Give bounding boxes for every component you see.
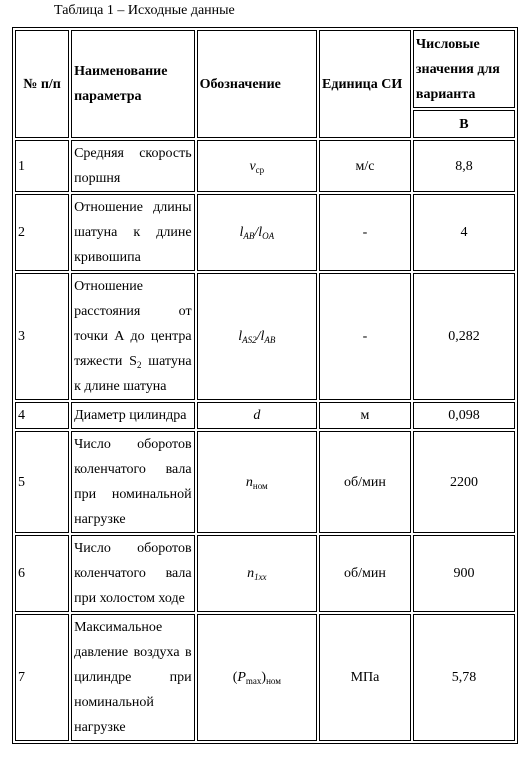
row-num: 4 <box>15 402 69 429</box>
row-num: 7 <box>15 614 69 741</box>
row-unit: - <box>319 273 411 400</box>
row-symbol: $n_{1хх}$ <box>197 535 317 612</box>
table-row <box>15 431 515 533</box>
table-caption: Таблица 1 – Исходные данные <box>54 3 235 18</box>
row-symbol: $(P_{max})_{ном}$ <box>197 614 317 741</box>
row-symbol: $l_{AB}/l_{OA}$ <box>197 194 317 271</box>
row-num: 6 <box>15 535 69 612</box>
row-value: 900 <box>413 535 515 612</box>
table-row <box>15 140 515 192</box>
row-symbol: d <box>197 402 317 429</box>
row-value: 0,098 <box>413 402 515 429</box>
row-value: 8,8 <box>413 140 515 192</box>
header-unit: Единица СИ <box>319 30 411 138</box>
row-unit: об/мин <box>319 535 411 612</box>
header-values: Числовые значения для варианта <box>413 30 515 108</box>
data-table <box>12 27 518 744</box>
table-row <box>15 535 515 612</box>
row-name: Максимальное давление воздуха в цилиндре при номинальной нагрузке <box>71 614 195 741</box>
row-name: Отношение длины шатуна к длине кривошипа <box>71 194 195 271</box>
row-name: Отношение расстояния от точки А до центра тяжести $S_2$ шатуна к длине шатуна <box>71 273 195 400</box>
row-value: 0,282 <box>413 273 515 400</box>
row-unit: - <box>319 194 411 271</box>
table-row <box>15 194 515 271</box>
row-num: 1 <box>15 140 69 192</box>
header-symbol: Обозначение <box>197 30 317 138</box>
row-unit: МПа <box>319 614 411 741</box>
table-row <box>15 402 515 429</box>
row-unit: об/мин <box>319 431 411 533</box>
header-variant: В <box>413 110 515 138</box>
table-row <box>15 273 515 400</box>
row-value: 5,78 <box>413 614 515 741</box>
header-name: Наименование параметра <box>71 30 195 138</box>
row-symbol: $v_{ср}$ <box>197 140 317 192</box>
row-name: Средняя скорость поршня <box>71 140 195 192</box>
table-row <box>15 614 515 741</box>
row-name: Число оборотов коленчатого вала при холостом ходе <box>71 535 195 612</box>
row-symbol: $l_{AS2}/l_{AB}$ <box>197 273 317 400</box>
row-unit: м <box>319 402 411 429</box>
header-row <box>15 30 515 108</box>
header-num: № п/п <box>15 30 69 138</box>
row-name: Диаметр цилиндра <box>71 402 195 429</box>
row-value: 4 <box>413 194 515 271</box>
row-unit: м/с <box>319 140 411 192</box>
row-symbol: $n_{ном}$ <box>197 431 317 533</box>
row-value: 2200 <box>413 431 515 533</box>
row-name: Число оборотов коленчатого вала при номинальной нагрузке <box>71 431 195 533</box>
row-num: 3 <box>15 273 69 400</box>
row-num: 5 <box>15 431 69 533</box>
row-num: 2 <box>15 194 69 271</box>
